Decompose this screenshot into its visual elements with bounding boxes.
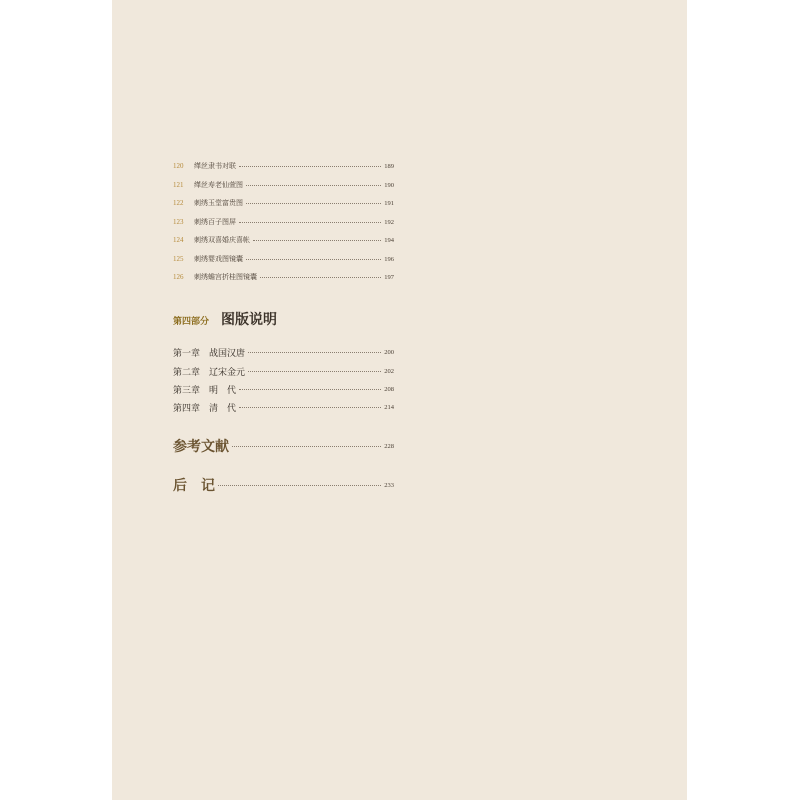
afterword-title: 后 记 <box>173 479 215 494</box>
page-number: 189 <box>384 162 394 170</box>
chapter-title: 辽宋金元 <box>209 366 246 377</box>
leader-dots <box>239 222 381 223</box>
toc-entry-120 <box>173 160 394 172</box>
page-number: 233 <box>384 481 394 489</box>
part-label: 第四部分 <box>173 316 210 326</box>
leader-dots <box>260 277 381 278</box>
chapter-entry-1 <box>173 345 394 359</box>
plate-title: 刺绣百子图屏 <box>194 218 236 226</box>
page-number: 197 <box>384 273 394 281</box>
leader-dots <box>239 389 381 390</box>
book-page <box>112 0 687 800</box>
plate-title: 刺绣蟾宫折桂图镜囊 <box>194 273 257 281</box>
plate-title: 缂丝隶书对联 <box>194 162 236 170</box>
plate-title: 刺绣婴戏图镜囊 <box>194 255 243 263</box>
page-number: 202 <box>384 367 394 375</box>
toc-entry-125 <box>173 253 394 265</box>
page-number: 228 <box>384 442 394 450</box>
page-number: 200 <box>384 348 394 356</box>
section-title: 图版说明 <box>221 313 278 328</box>
toc-entry-126 <box>173 271 394 283</box>
toc-entry-121 <box>173 179 394 191</box>
chapter-title: 明 代 <box>209 384 237 395</box>
afterword-entry <box>173 475 394 495</box>
chapter-label: 第二章 <box>173 366 201 377</box>
plate-number: 125 <box>173 255 184 263</box>
references-title: 参考文献 <box>173 440 229 455</box>
chapter-entry-2 <box>173 364 394 378</box>
chapter-label: 第四章 <box>173 402 201 413</box>
chapter-entry-4 <box>173 400 394 414</box>
leader-dots <box>232 446 381 447</box>
leader-dots <box>246 185 381 186</box>
page-number: 208 <box>384 385 394 393</box>
plate-number: 121 <box>173 181 184 189</box>
leader-dots <box>253 240 381 241</box>
chapter-entry-3 <box>173 382 394 396</box>
page-number: 214 <box>384 403 394 411</box>
toc-entry-123 <box>173 216 394 228</box>
toc-entry-122 <box>173 197 394 209</box>
leader-dots <box>218 485 381 486</box>
plate-title: 刺绣玉堂富贵图 <box>194 199 243 207</box>
leader-dots <box>248 352 381 353</box>
toc-entry-124 <box>173 234 394 246</box>
leader-dots <box>246 203 381 204</box>
section-heading <box>173 309 277 329</box>
leader-dots <box>239 166 381 167</box>
plate-number: 120 <box>173 162 184 170</box>
page-number: 190 <box>384 181 394 189</box>
chapter-label: 第三章 <box>173 384 201 395</box>
leader-dots <box>248 371 381 372</box>
chapter-label: 第一章 <box>173 347 201 358</box>
chapter-title: 战国汉唐 <box>209 347 246 358</box>
page-number: 194 <box>384 236 394 244</box>
leader-dots <box>246 259 381 260</box>
page-number: 196 <box>384 255 394 263</box>
plate-title: 刺绣双喜婚庆喜帐 <box>194 236 250 244</box>
chapter-title: 清 代 <box>209 402 237 413</box>
page-number: 192 <box>384 218 394 226</box>
plate-number: 124 <box>173 236 184 244</box>
page-number: 191 <box>384 199 394 207</box>
plate-number: 126 <box>173 273 184 281</box>
references-entry <box>173 436 394 456</box>
plate-number: 123 <box>173 218 184 226</box>
plate-title: 缂丝寿老仙萱图 <box>194 181 243 189</box>
plate-number: 122 <box>173 199 184 207</box>
leader-dots <box>239 407 381 408</box>
